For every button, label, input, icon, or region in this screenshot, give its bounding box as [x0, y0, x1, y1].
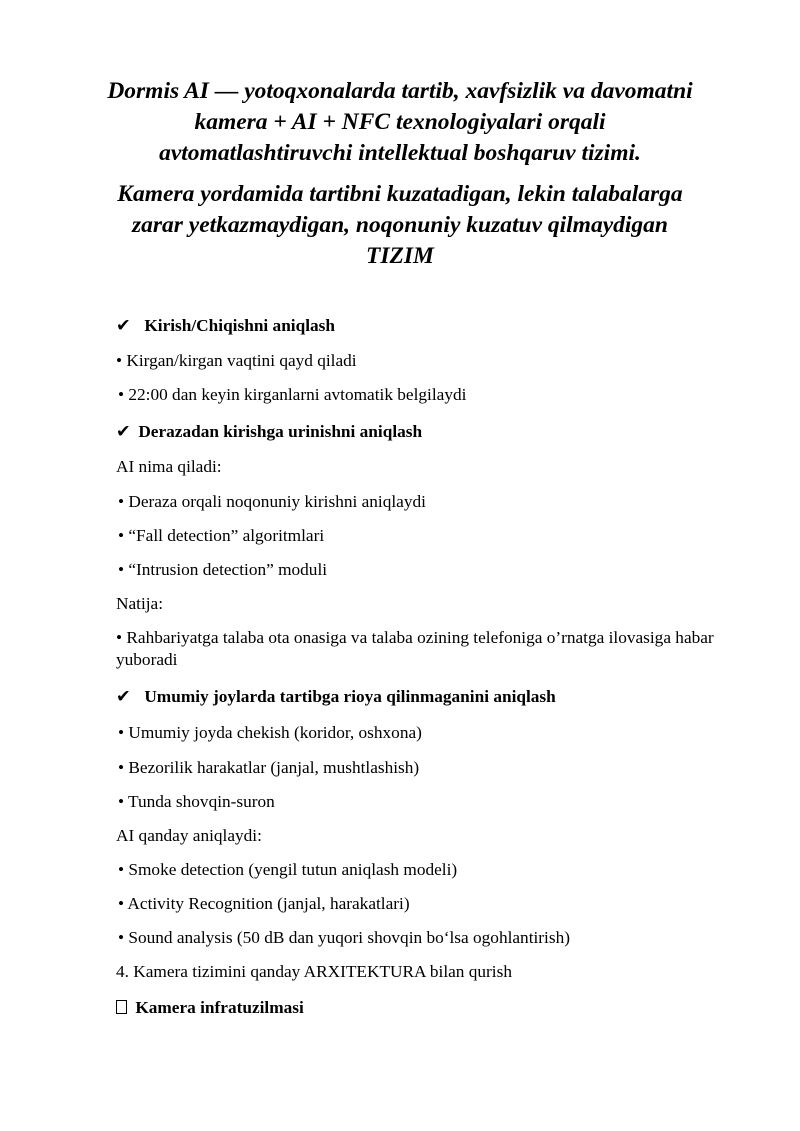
checkmark-icon: ✔ — [116, 316, 131, 335]
heading-text: Kirish/Chiqishni aniqlash — [144, 316, 335, 335]
document-title: Dormis AI — yotoqxonalarda tartib, xavfsizlik va davomatni kamera + AI + NFC texnologiyalari orqali avtomatlashtiruvchi intellektual boshqaruv tizimi. — [107, 78, 693, 166]
heading-text: Derazadan kirishga urinishni aniqlash — [138, 422, 423, 441]
list-item: • Deraza orqali noqonuniy kirishni aniqlaydi — [118, 492, 426, 511]
list-item: • Umumiy joyda chekish (koridor, oshxona) — [118, 723, 422, 742]
list-item: • “Fall detection” algoritmlari — [118, 526, 325, 545]
label-text: AI qanday aniqlaydi: — [116, 826, 262, 845]
section-heading-window-intrusion — [116, 421, 422, 443]
list-item: • Sound analysis (50 dB dan yuqori shovqin bo‘lsa ogohlantirish) — [118, 928, 570, 947]
section-heading-architecture: 4. Kamera tizimini qanday ARXITEKTURA bilan qurish — [116, 962, 512, 981]
heading-text: Kamera infratuzilmasi — [135, 998, 304, 1017]
subheading-camera-infrastructure — [116, 997, 304, 1019]
missing-glyph-box-icon — [116, 1000, 127, 1014]
list-item: • Bezorilik harakatlar (janjal, mushtlashish) — [118, 758, 420, 777]
heading-text: Umumiy joylarda tartibga rioya qilinmaganini aniqlash — [144, 687, 556, 706]
list-item: • “Intrusion detection” moduli — [118, 560, 328, 579]
list-item: • Activity Recognition (janjal, harakatlari) — [118, 894, 410, 913]
label-text: Natija: — [116, 594, 164, 613]
result-text: • Rahbariyatga talaba ota onasiga va talaba ozining telefoniga o’rnatga ilovasiga habar yuboradi — [116, 628, 714, 669]
section-heading-public-areas — [116, 686, 556, 708]
list-item: • 22:00 dan keyin kirganlarni avtomatik belgilaydi — [118, 385, 467, 404]
checkmark-icon: ✔ — [116, 422, 131, 441]
section-heading-entry-exit — [116, 315, 335, 337]
document-subtitle: Kamera yordamida tartibni kuzatadigan, lekin talabalarga zarar yetkazmaydigan, noqonuniy kuzatuv qilmaydigan TIZIM — [117, 181, 683, 269]
list-item: • Tunda shovqin-suron — [118, 792, 275, 811]
title-block — [100, 76, 700, 272]
list-item: • Kirgan/kirgan vaqtini qayd qiladi — [116, 351, 357, 370]
list-item: • Smoke detection (yengil tutun aniqlash modeli) — [118, 860, 458, 879]
label-text: AI nima qiladi: — [116, 457, 222, 476]
checkmark-icon: ✔ — [116, 687, 131, 706]
